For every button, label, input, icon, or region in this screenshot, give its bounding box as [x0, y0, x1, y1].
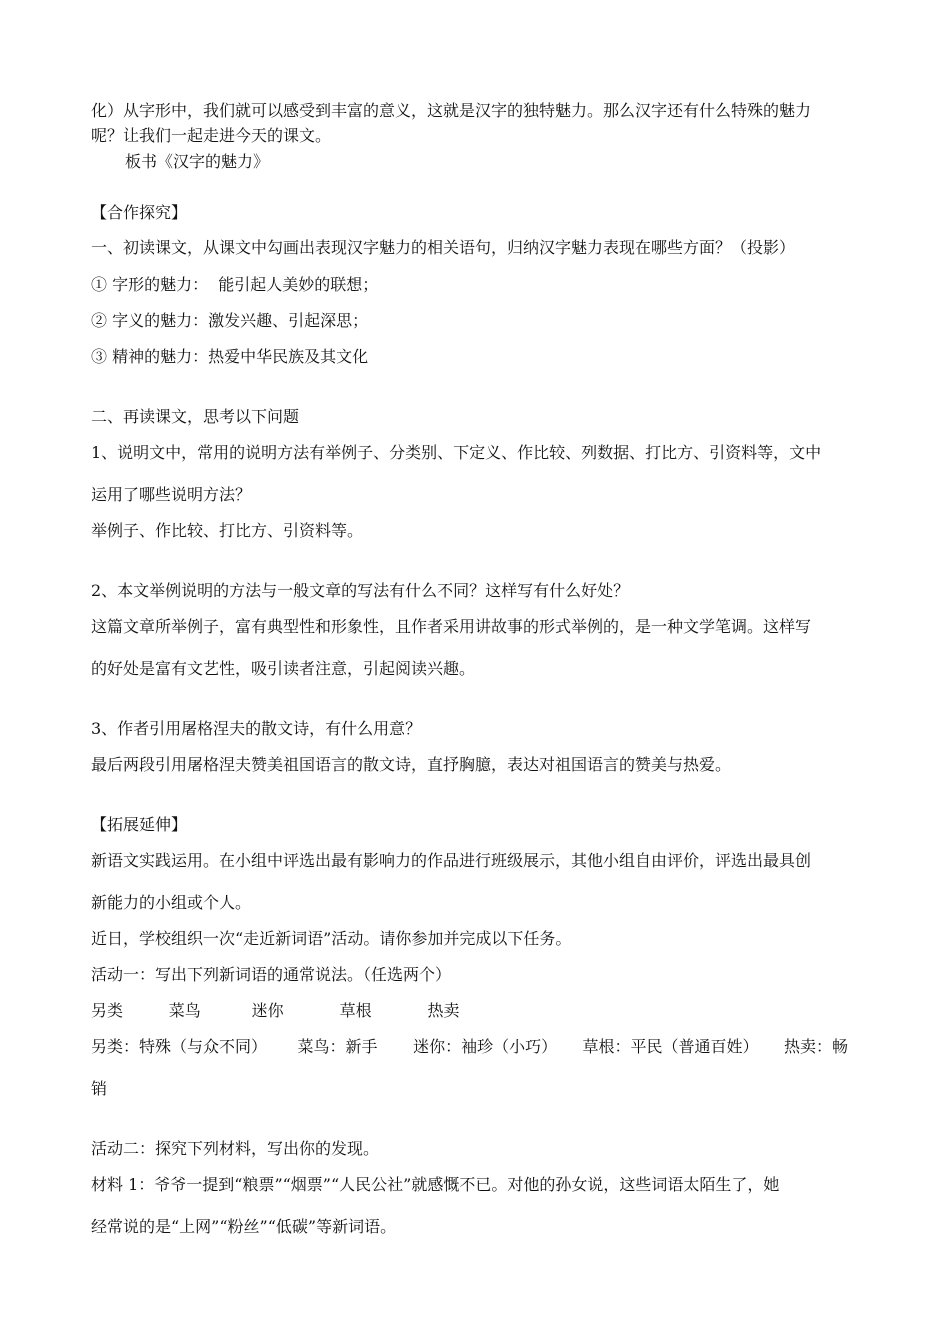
- activity-1-words: 另类 菜鸟 迷你 草根 热卖: [91, 1001, 460, 1020]
- extension-paragraph-1-line-2: 新能力的小组或个人。: [91, 893, 252, 912]
- answer-2-1: 举例子、作比较、打比方、引资料等。: [91, 521, 364, 540]
- material-1-line-1: 材料 1：爷爷一提到“粮票”“烟票”“人民公社”就感慨不已。对他的孙女说，这些词语太陌生了，她: [91, 1175, 780, 1194]
- question-1: 一、初读课文，从课文中勾画出表现汉字魅力的相关语句，归纳汉字魅力表现在哪些方面？（投影）: [91, 238, 796, 257]
- question-2-3: 3、作者引用屠格涅夫的散文诗，有什么用意？: [91, 719, 422, 738]
- activity-1-answer-line-2: 销: [91, 1079, 108, 1098]
- section-2-heading: 二、再读课文，思考以下问题: [91, 407, 300, 426]
- extension-paragraph-1-line-1: 新语文实践运用。在小组中评选出最有影响力的作品进行班级展示，其他小组自由评价，评选出最具创: [91, 851, 812, 870]
- question-2-2: 2、本文举例说明的方法与一般文章的写法有什么不同？这样写有什么好处？: [91, 581, 630, 600]
- extension-heading: 【拓展延伸】: [91, 815, 188, 834]
- answer-2-3: 最后两段引用屠格涅夫赞美祖国语言的散文诗，直抒胸臆，表达对祖国语言的赞美与热爱。: [91, 755, 732, 774]
- answer-1-item-2: ② 字义的魅力：激发兴趣、引起深思；: [91, 311, 369, 330]
- answer-1-item-1: ① 字形的魅力： 能引起人美妙的联想；: [91, 275, 379, 294]
- question-2-1-line-1: 1、说明文中，常用的说明方法有举例子、分类别、下定义、作比较、列数据、打比方、引资料等，文中: [91, 443, 822, 462]
- activity-1-prompt: 活动一：写出下列新词语的通常说法。（任选两个）: [91, 965, 452, 984]
- activity-2-prompt: 活动二：探究下列材料，写出你的发现。: [91, 1139, 380, 1158]
- answer-2-2-line-1: 这篇文章所举例子，富有典型性和形象性，且作者采用讲故事的形式举例的，是一种文学笔调。这样写: [91, 617, 812, 636]
- activity-1-answer-line-1: 另类：特殊（与众不同） 菜鸟：新手 迷你：袖珍（小巧） 草根：平民（普通百姓） 热卖：畅: [91, 1037, 848, 1056]
- answer-1-item-3: ③ 精神的魅力：热爱中华民族及其文化: [91, 347, 369, 366]
- question-2-1-line-2: 运用了哪些说明方法？: [91, 485, 252, 504]
- answer-2-2-line-2: 的好处是富有文艺性，吸引读者注意，引起阅读兴趣。: [91, 659, 476, 678]
- intro-line-2: 呢？让我们一起走进今天的课文。: [91, 126, 332, 145]
- material-1-line-2: 经常说的是“上网”“粉丝”“低碳”等新词语。: [91, 1217, 397, 1236]
- cooperative-heading: 【合作探究】: [91, 203, 188, 222]
- board-title: 板书《汉字的魅力》: [125, 152, 270, 171]
- intro-line-1: 化）从字形中，我们就可以感受到丰富的意义，这就是汉字的独特魅力。那么汉字还有什么特殊的魅力: [91, 101, 812, 120]
- extension-paragraph-2: 近日，学校组织一次“走近新词语”活动。请你参加并完成以下任务。: [91, 929, 572, 948]
